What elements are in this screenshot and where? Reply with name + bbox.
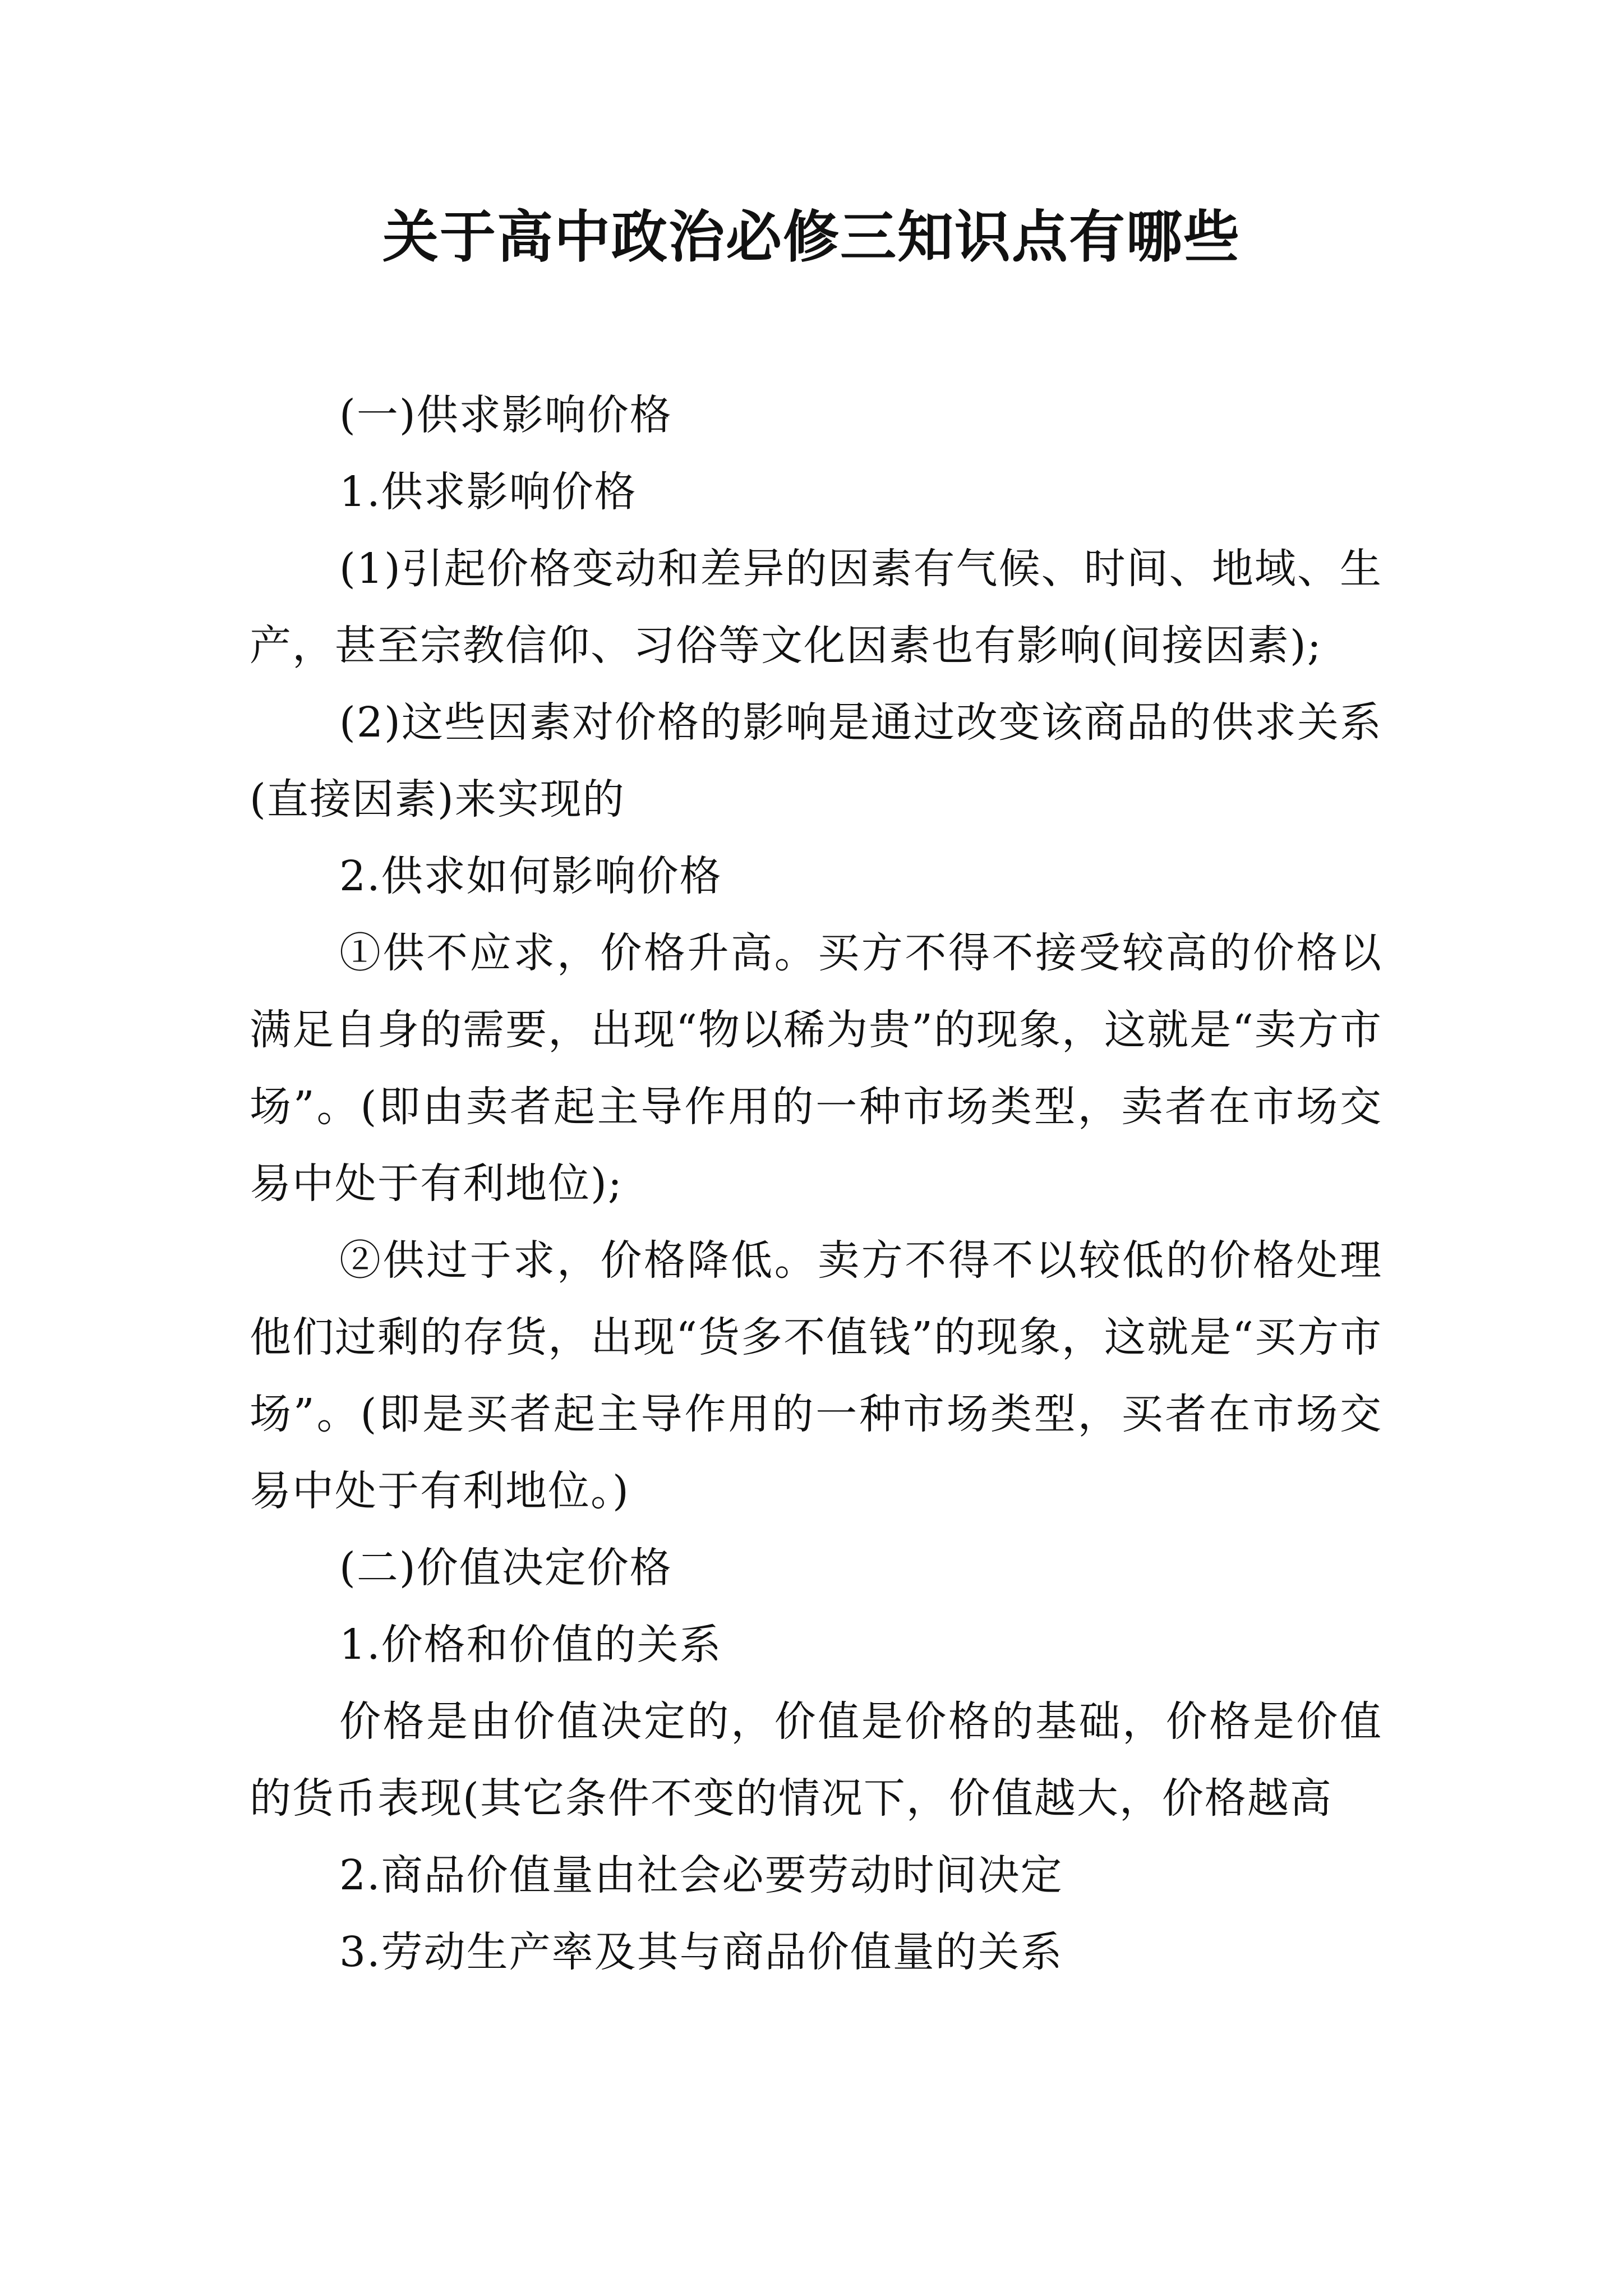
section-heading: (一)供求影响价格 [339,391,672,439]
subsection-heading: 2.供求如何影响价格 [339,852,722,900]
paragraph: (1)引起价格变动和差异的因素有气候、时间、地域、生产，甚至宗教信仰、习俗等文化因素也有影响(间接因素); [250,545,1382,670]
subsection-heading: 2.商品价值量由社会必要劳动时间决定 [339,1851,1063,1899]
subsection-heading: 1.供求影响价格 [339,468,637,516]
paragraph: 价格是由价值决定的，价值是价格的基础，价格是价值的货币表现(其它条件不变的情况下，价值越大，价格越高 [250,1697,1382,1823]
subsection-heading: 1.价格和价值的关系 [339,1621,722,1669]
document-title: 关于高中政治必修三知识点有哪些 [382,204,1241,270]
document-body [250,377,1382,1991]
paragraph: (2)这些因素对价格的影响是通过改变该商品的供求关系(直接因素)来实现的 [250,698,1382,823]
section-heading: (二)价值决定价格 [339,1544,672,1592]
paragraph: ②供过于求，价格降低。卖方不得不以较低的价格处理他们过剩的存货，出现“货多不值钱”的现象，这就是“买方市场”。(即是买者起主导作用的一种市场类型，买者在市场交易中处于有利地位。) [250,1236,1382,1515]
paragraph: ①供不应求，价格升高。买方不得不接受较高的价格以满足自身的需要，出现“物以稀为贵”的现象，这就是“卖方市场”。(即由卖者起主导作用的一种市场类型，卖者在市场交易中处于有利地位); [250,929,1382,1208]
subsection-heading: 3.劳动生产率及其与商品价值量的关系 [339,1928,1063,1976]
